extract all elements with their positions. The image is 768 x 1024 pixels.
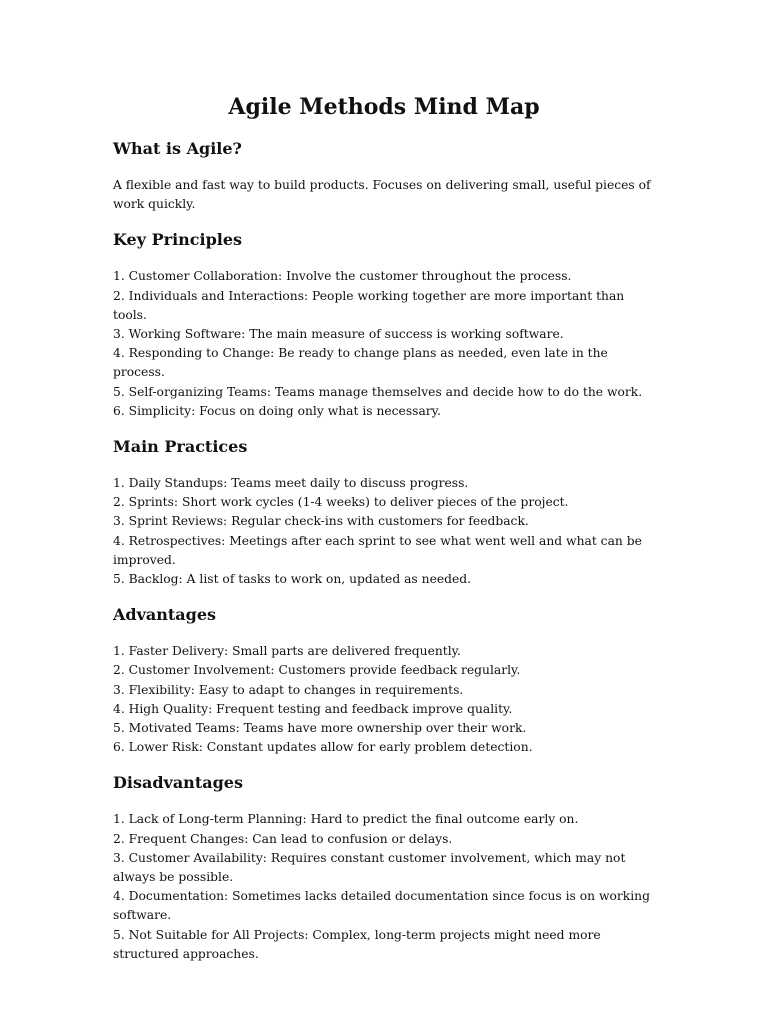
- practices-list: [113, 474, 658, 589]
- list-item: 4. Responding to Change: Be ready to change plans as needed, even late in the process.: [113, 346, 608, 380]
- section-heading: Disadvantages: [113, 773, 243, 793]
- list-item: 6. Lower Risk: Constant updates allow for early problem detection.: [113, 740, 533, 755]
- section-what-is-agile: [113, 137, 658, 214]
- section-advantages: [113, 603, 658, 757]
- list-item: 4. Documentation: Sometimes lacks detailed documentation since focus is on working software.: [113, 889, 650, 923]
- list-item: 2. Frequent Changes: Can lead to confusion or delays.: [113, 831, 453, 846]
- list-item: 6. Simplicity: Focus on doing only what is necessary.: [113, 403, 441, 418]
- section-heading: Main Practices: [113, 437, 248, 457]
- list-item: 1. Daily Standups: Teams meet daily to discuss progress.: [113, 476, 469, 491]
- list-item: 5. Backlog: A list of tasks to work on, updated as needed.: [113, 572, 472, 587]
- list-item: 3. Sprint Reviews: Regular check-ins with customers for feedback.: [113, 514, 529, 529]
- advantages-list: [113, 642, 658, 757]
- list-item: 2. Individuals and Interactions: People working together are more important than tools.: [113, 288, 625, 322]
- list-item: 5. Motivated Teams: Teams have more ownership over their work.: [113, 721, 527, 736]
- section-heading: Key Principles: [113, 230, 243, 250]
- list-item: 3. Working Software: The main measure of success is working software.: [113, 327, 564, 342]
- section-main-practices: [113, 435, 658, 589]
- section-paragraph: A flexible and fast way to build products. Focuses on delivering small, useful pieces of work quickly.: [113, 178, 651, 212]
- list-item: 1. Faster Delivery: Small parts are delivered frequently.: [113, 644, 461, 659]
- list-item: 5. Not Suitable for All Projects: Complex, long-term projects might need more structured approaches.: [113, 927, 601, 961]
- section-heading: Advantages: [113, 605, 217, 625]
- disadvantages-list: [113, 810, 658, 964]
- list-item: 3. Customer Availability: Requires constant customer involvement, which may not always be possible.: [113, 850, 626, 885]
- list-item: 4. Retrospectives: Meetings after each sprint to see what went well and what can be improved.: [113, 533, 642, 567]
- list-item: 4. High Quality: Frequent testing and feedback improve quality.: [113, 701, 513, 716]
- list-item: 5. Self-organizing Teams: Teams manage themselves and decide how to do the work.: [113, 384, 643, 399]
- list-item: 2. Customer Involvement: Customers provide feedback regularly.: [113, 663, 521, 678]
- section-key-principles: [113, 228, 658, 421]
- list-item: 2. Sprints: Short work cycles (1-4 weeks) to deliver pieces of the project.: [113, 495, 569, 510]
- list-item: 1. Lack of Long-term Planning: Hard to predict the final outcome early on.: [113, 812, 579, 827]
- section-disadvantages: [113, 771, 658, 964]
- list-item: 1. Customer Collaboration: Involve the customer throughout the process.: [113, 269, 572, 284]
- list-item: 3. Flexibility: Easy to adapt to changes in requirements.: [113, 682, 464, 697]
- section-heading: What is Agile?: [113, 139, 242, 158]
- document-body: [113, 137, 658, 978]
- principles-list: [113, 267, 658, 421]
- page-title: Agile Methods Mind Map: [228, 94, 540, 120]
